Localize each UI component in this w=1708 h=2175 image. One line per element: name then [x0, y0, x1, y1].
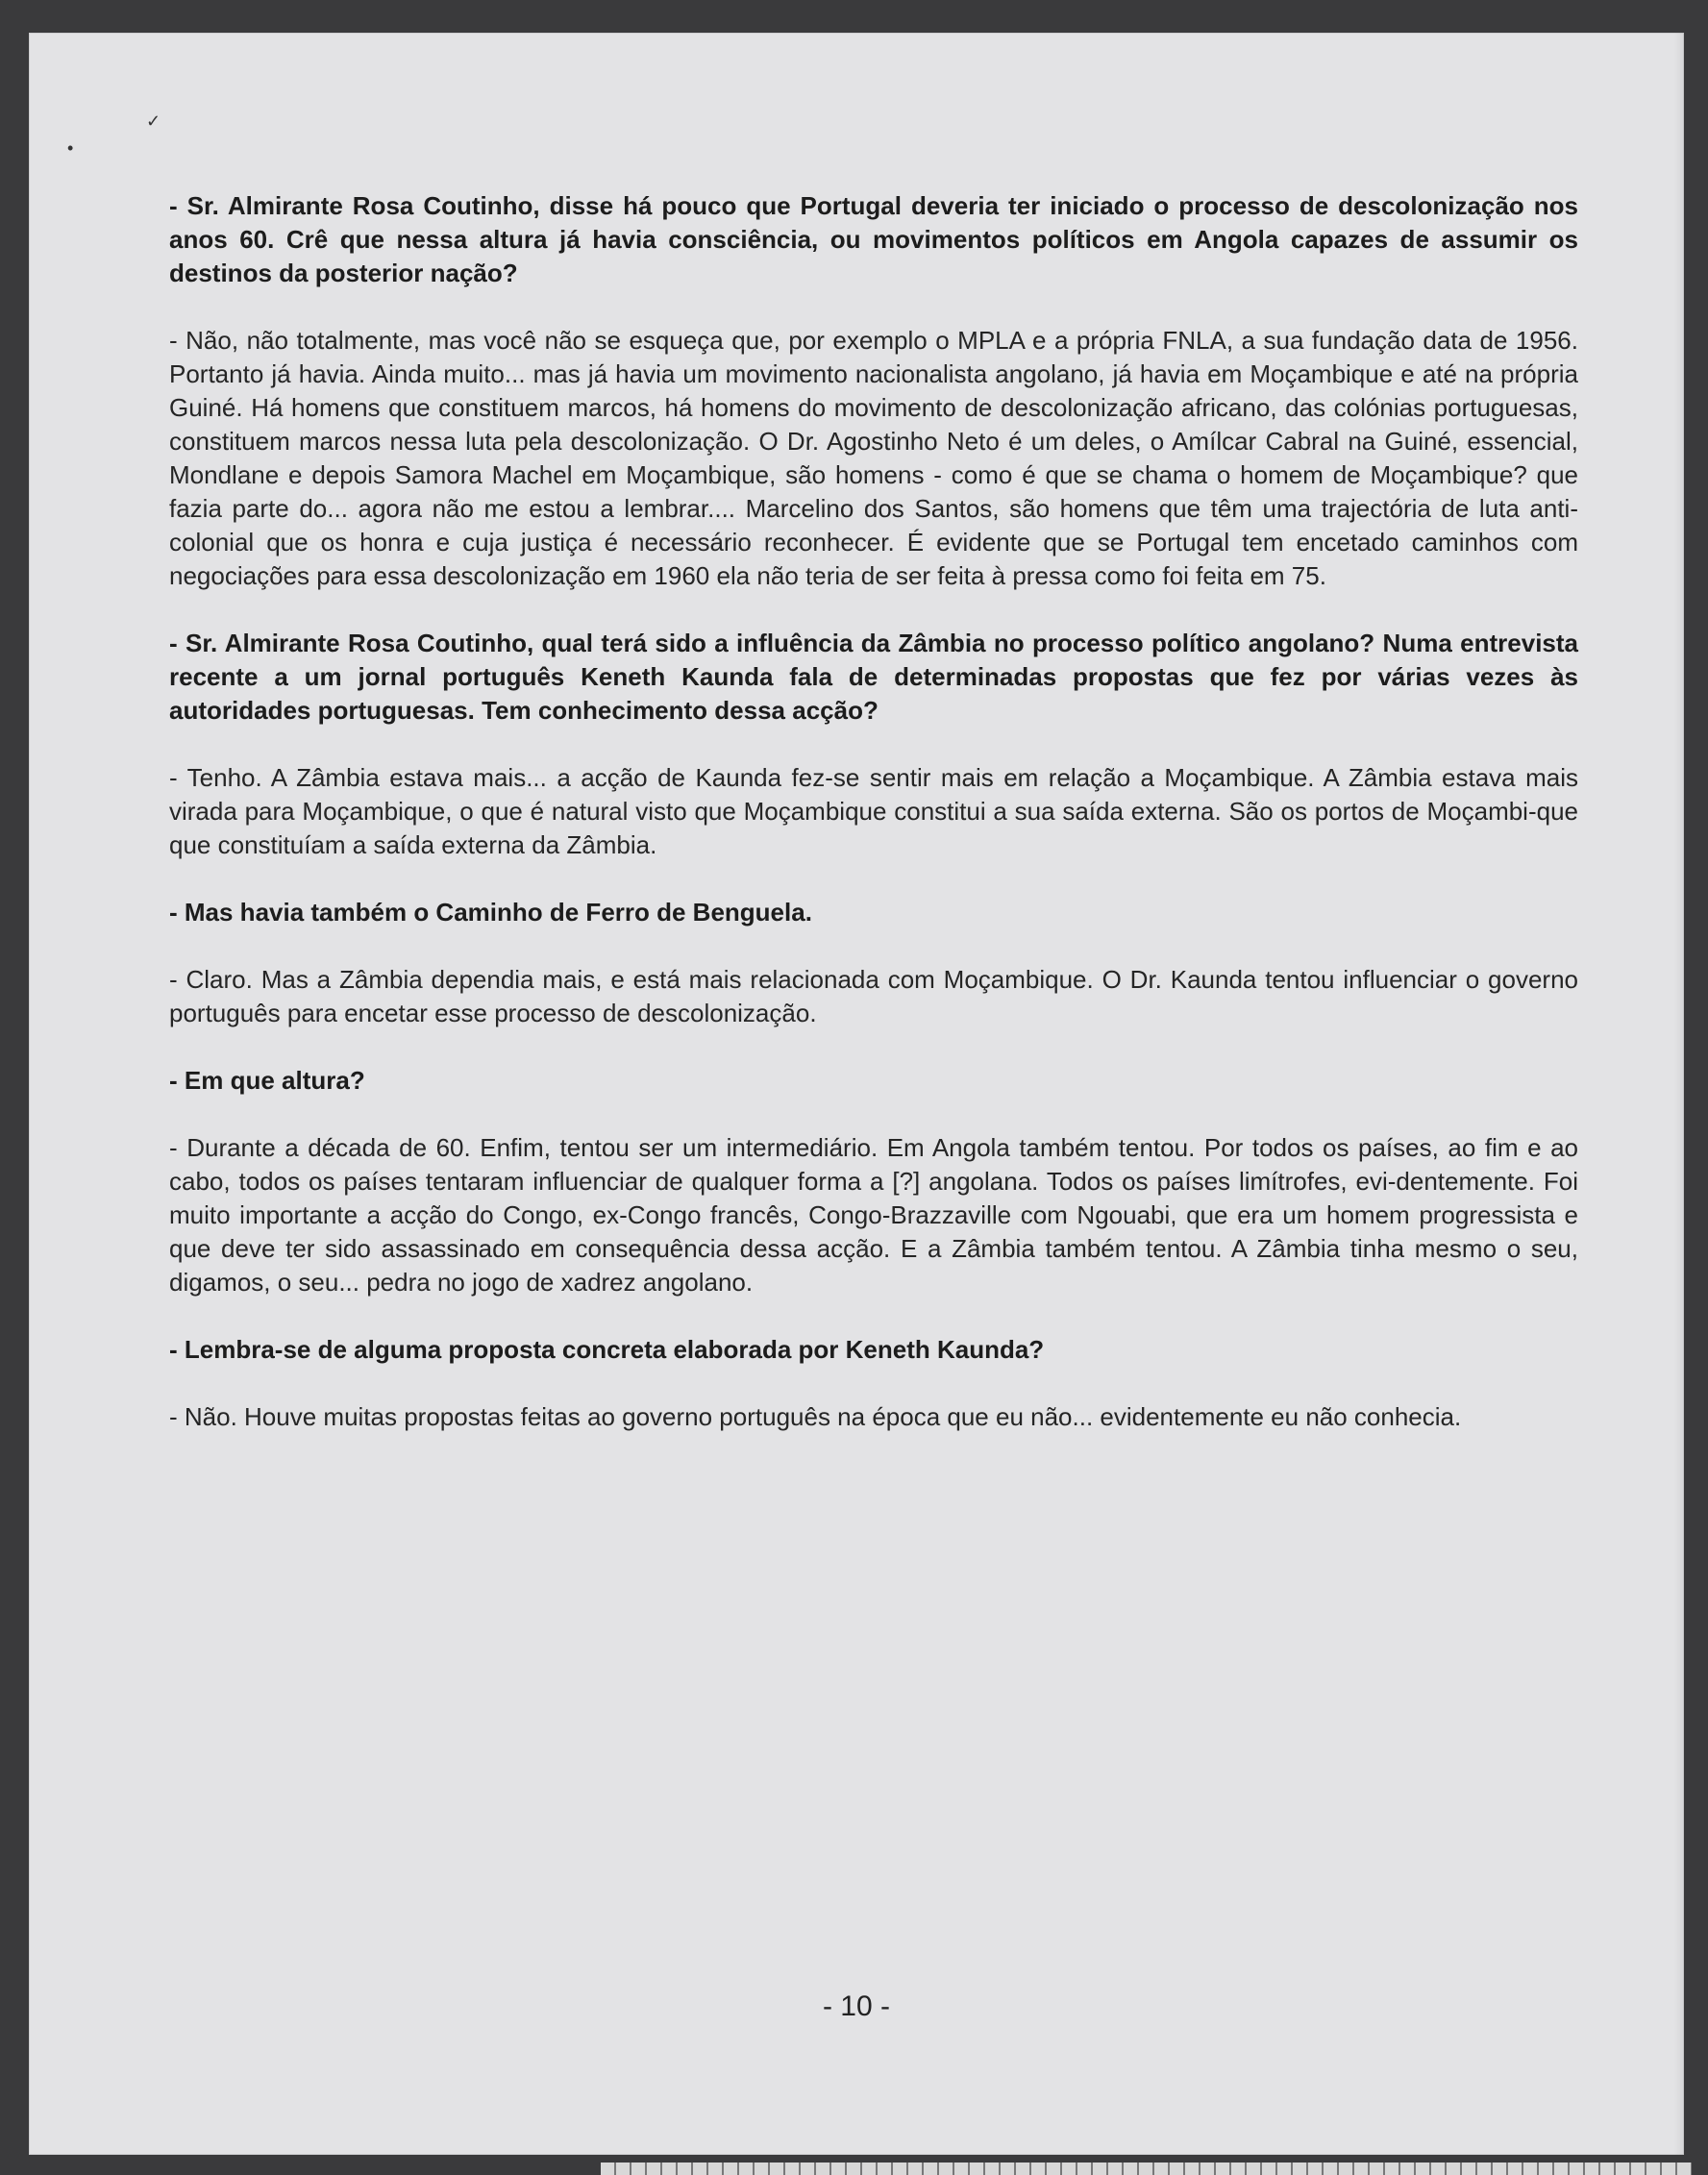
interview-question: - Mas havia também o Caminho de Ferro de Benguela.	[169, 898, 812, 927]
interview-answer: - Não, não totalmente, mas você não se esqueça que, por exemplo o MPLA e a própria FNLA, a sua fundação data de 1956. Portanto já havia. Ainda muito... mas já havia um movimento nacionalista angolano, já havia em Moçambique e até na própria Guiné. Há homens que constituem marcos, há homens do movimento de descolonização africano, das colónias portuguesas, constituem marcos nessa luta pela descolonização. O Dr. Agostinho Neto é um deles, o Amílcar Cabral na Guiné, essencial, Mondlane e depois Samora Machel em Moçambique, são homens - como é que se chama o homem de Moçambique? que fazia parte do... agora não me estou a lembrar.... Marcelino dos Santos, são homens que têm uma trajectória de luta anti-colonial que os honra e cuja justiça é necessário reconhecer. É evidente que se Portugal tem encetado caminhos com negociações para essa descolonização em 1960 ela não teria de ser feita à pressa como foi feita em 75.	[169, 326, 1578, 590]
interview-answer: - Não. Houve muitas propostas feitas ao governo português na época que eu não... evidentemente eu não conhecia.	[169, 1402, 1462, 1431]
interview-question: - Sr. Almirante Rosa Coutinho, disse há pouco que Portugal deveria ter iniciado o processo de descolonização nos anos 60. Crê que nessa altura já havia consciência, ou movimentos políticos em Angola capazes de assumir os destinos da posterior nação?	[169, 191, 1578, 287]
interview-answer: - Claro. Mas a Zâmbia dependia mais, e está mais relacionada com Moçambique. O Dr. Kaunda tentou influenciar o governo português para encetar esse processo de descolonização.	[169, 965, 1578, 1027]
scan-scale-bar	[601, 2163, 1692, 2175]
document-body	[169, 189, 1578, 1468]
interview-question: - Lembra-se de alguma proposta concreta elaborada por Keneth Kaunda?	[169, 1335, 1045, 1364]
interview-question: - Em que altura?	[169, 1066, 365, 1095]
pencil-mark: ✓	[146, 111, 161, 131]
interview-answer: - Tenho. A Zâmbia estava mais... a acção de Kaunda fez-se sentir mais em relação a Moçambique. A Zâmbia estava mais virada para Moçambique, o que é natural visto que Moçambique constitui a sua saída externa. São os portos de Moçambi-que que constituíam a saída externa da Zâmbia.	[169, 763, 1578, 859]
interview-answer: - Durante a década de 60. Enfim, tentou ser um intermediário. Em Angola também tentou. Por todos os países, ao fim e ao cabo, todos os países tentaram influenciar de qualquer forma a [?] angolana. Todos os países limítrofes, evi-dentemente. Foi muito importante a acção do Congo, ex-Congo francês, Congo-Brazzaville com Ngouabi, que era um homem progressista e que deve ter sido assassinado em consequência dessa acção. E a Zâmbia também tentou. A Zâmbia tinha mesmo o seu, digamos, o seu... pedra no jogo de xadrez angolano.	[169, 1133, 1578, 1297]
interview-question: - Sr. Almirante Rosa Coutinho, qual terá sido a influência da Zâmbia no processo político angolano? Numa entrevista recente a um jornal português Keneth Kaunda fala de determinadas propostas que fez por várias vezes às autoridades portuguesas. Tem conhecimento dessa acção?	[169, 629, 1578, 725]
page-number: - 10 -	[822, 1990, 891, 2022]
document-page	[29, 33, 1684, 2155]
dot-mark: •	[67, 138, 74, 158]
